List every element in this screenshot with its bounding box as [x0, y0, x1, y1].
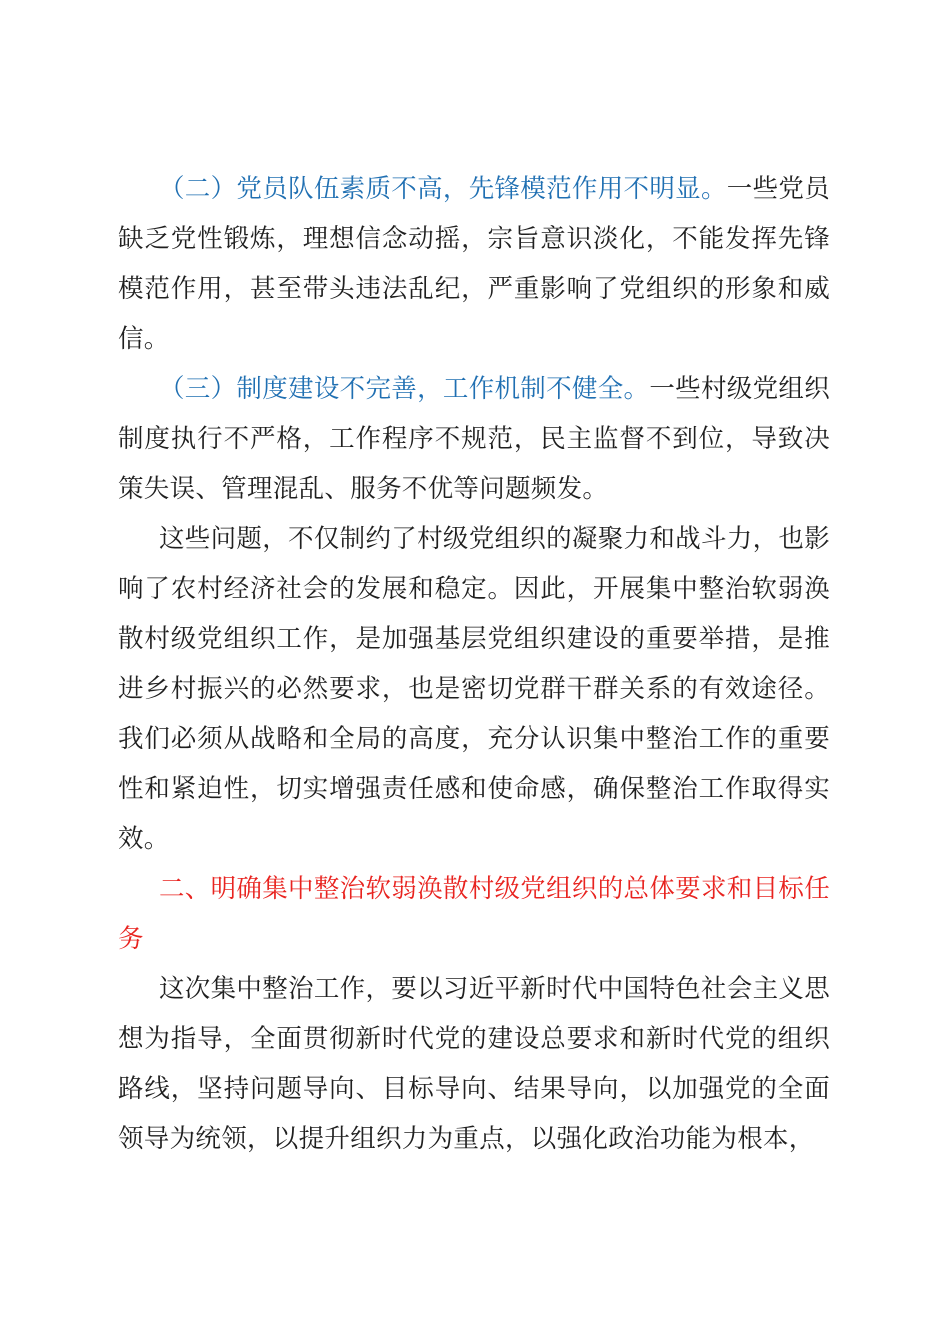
paragraph-guiding-principles: 这次集中整治工作，要以习近平新时代中国特色社会主义思想为指导，全面贯彻新时代党的建设总要求和新时代党的组织路线，坚持问题导向、目标导向、结果导向，以加强党的全面领导为统领，以提升组织力为重点，以强化政治功能为根本， — [118, 974, 830, 1154]
paragraph-lead: （二）党员队伍素质不高，先锋模范作用不明显。 — [159, 174, 727, 204]
paragraph-party-member-quality — [118, 164, 830, 364]
paragraph-text: 一些村级党组织制度执行不严格，工作程序不规范，民主监督不到位，导致决策失误、管理混乱、服务不优等问题频发。 — [118, 374, 830, 504]
paragraph-lead: （三）制度建设不完善，工作机制不健全。 — [159, 374, 650, 404]
section-heading: 二、明确集中整治软弱涣散村级党组织的总体要求和目标任务 — [118, 874, 830, 954]
paragraph-text: 一些党员缺乏党性锻炼，理想信念动摇，宗旨意识淡化，不能发挥先锋模范作用，甚至带头违法乱纪，严重影响了党组织的形象和威信。 — [118, 174, 831, 354]
document-body — [118, 164, 830, 1164]
paragraph-system-building — [118, 364, 830, 514]
paragraph-text: 这些问题，不仅制约了村级党组织的凝聚力和战斗力，也影响了农村经济社会的发展和稳定。因此，开展集中整治软弱涣散村级党组织工作，是加强基层党组织建设的重要举措，是推进乡村振兴的必然要求，也是密切党群干群关系的有效途径。我们必须从战略和全局的高度，充分认识集中整治工作的重要性和紧迫性，切实增强责任感和使命感，确保整治工作取得实效。 — [118, 524, 830, 854]
paragraph-significance — [118, 514, 830, 864]
